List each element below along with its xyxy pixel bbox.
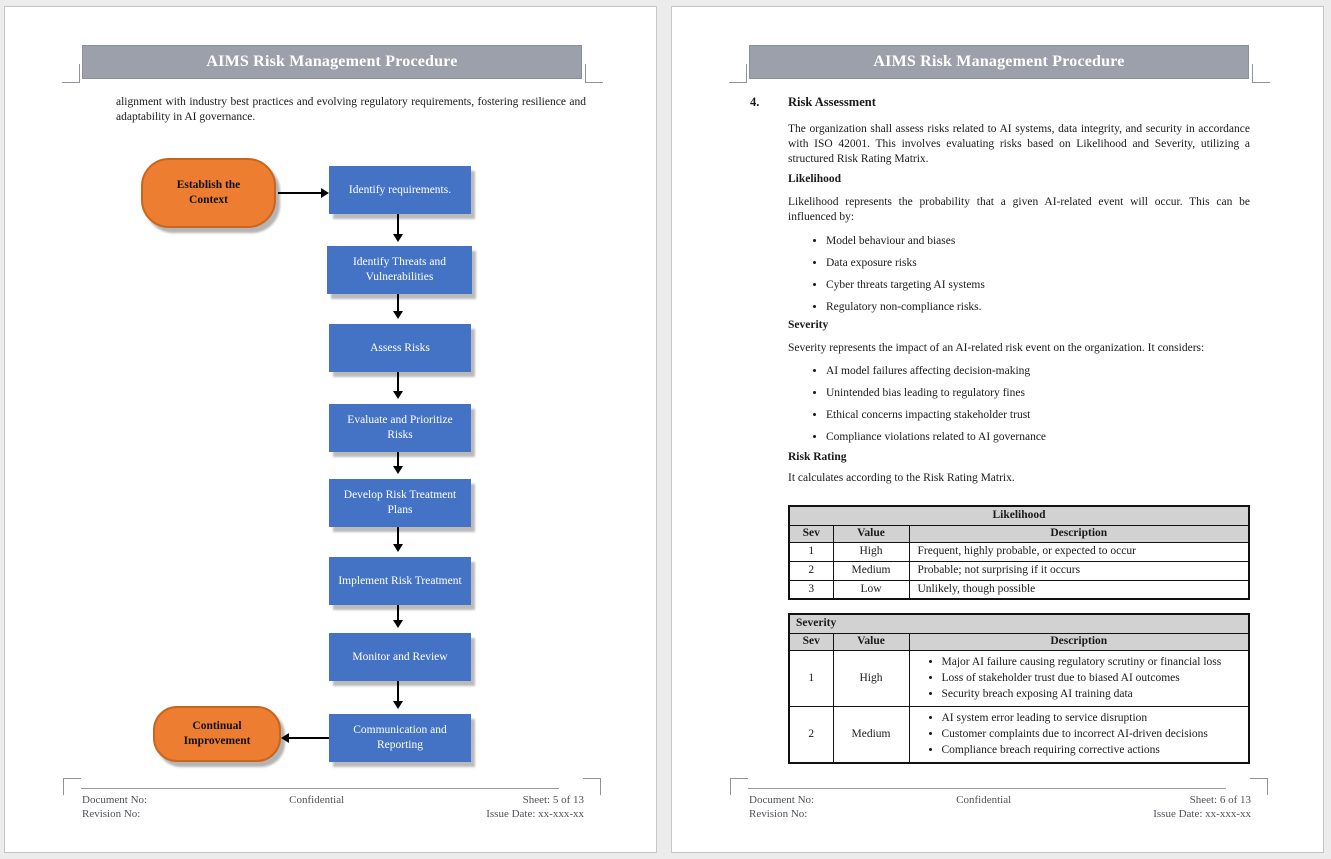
footer-revision-no: Revision No:	[82, 808, 141, 820]
table-row	[789, 542, 1249, 561]
arrow-down-line-4	[397, 452, 399, 466]
footer-confidential: Confidential	[289, 794, 345, 806]
flow-step-implement-treatment: Implement Risk Treatment	[329, 557, 471, 605]
likelihood-paragraph: Likelihood represents the probability that a given AI-related event will occur. This can be influenced by:	[788, 196, 1250, 223]
likelihood-bullet-list	[788, 234, 1250, 322]
severity-bullet-list	[788, 364, 1250, 452]
cell-bullet-list	[918, 711, 1245, 758]
footer-document-no: Document No:	[749, 794, 815, 806]
text-boundary-mark-top-right	[1252, 64, 1270, 83]
cell-bullet-list	[918, 655, 1245, 702]
bullet-item: • AI system error leading to service disruption	[942, 711, 1245, 726]
flow-step-communication-reporting: Communication and Reporting	[329, 714, 471, 762]
cell-sev: 2	[789, 706, 833, 763]
flow-start-node: Establish the Context	[141, 158, 276, 228]
flow-step-monitor-review: Monitor and Review	[329, 633, 471, 681]
flow-step-identify-requirements: Identify requirements.	[329, 166, 471, 214]
footer-right-block	[1153, 793, 1251, 821]
table-row	[789, 706, 1249, 763]
arrow-down-head-icon-5	[393, 544, 403, 552]
footer-left-block	[82, 793, 147, 821]
likelihood-heading: Likelihood	[788, 173, 842, 185]
text-boundary-mark-bottom-right	[583, 778, 601, 795]
text-boundary-mark-top-left	[729, 64, 747, 83]
bullet-item: • Regulatory non-compliance risks.	[826, 300, 1250, 315]
risk-rating-paragraph: It calculates according to the Risk Rating Matrix.	[788, 472, 1015, 484]
bullet-item: • Cyber threats targeting AI systems	[826, 278, 1250, 293]
intro-paragraph: alignment with industry best practices and evolving regulatory requirements, fostering resilience and adaptability in AI governance.	[116, 96, 586, 123]
page-header-title: AIMS Risk Management Procedure	[206, 53, 458, 70]
arrow-down-head-icon-4	[393, 466, 403, 474]
cell-description	[909, 706, 1249, 763]
arrow-down-line-5	[397, 527, 399, 544]
bullet-item: • Major AI failure causing regulatory scrutiny or financial loss	[942, 655, 1245, 670]
footer-issue-date: Issue Date: xx-xxx-xx	[486, 808, 584, 820]
footer-right-block	[486, 793, 584, 821]
section-number: 4.	[750, 95, 760, 109]
column-header-value: Value	[833, 633, 909, 650]
column-header-description: Description	[909, 633, 1249, 650]
page-footer	[82, 793, 584, 821]
flow-step-identify-threats: Identify Threats and Vulnerabilities	[327, 246, 472, 294]
bullet-item: • Unintended bias leading to regulatory fines	[826, 386, 1250, 401]
bullet-item: • Security breach exposing AI training data	[942, 687, 1245, 702]
text-boundary-mark-bottom-right	[1250, 778, 1268, 795]
severity-table	[788, 613, 1250, 764]
document-page-right[interactable]	[671, 6, 1324, 853]
footer-document-no: Document No:	[82, 794, 148, 806]
footer-center-block	[956, 793, 1011, 821]
arrow-left-line	[289, 737, 329, 739]
text-boundary-mark-bottom-left	[730, 778, 748, 795]
bullet-item: • Ethical concerns impacting stakeholder trust	[826, 408, 1250, 423]
likelihood-table-title: Likelihood	[789, 506, 1249, 525]
footer-issue-date: Issue Date: xx-xxx-xx	[1153, 808, 1251, 820]
arrow-down-line-6	[397, 605, 399, 620]
risk-rating-heading: Risk Rating	[788, 451, 847, 463]
cell-sev: 2	[789, 561, 833, 580]
footer-left-block	[749, 793, 814, 821]
cell-description	[909, 650, 1249, 706]
table-row	[789, 561, 1249, 580]
flowchart	[5, 7, 658, 787]
column-header-sev: Sev	[789, 525, 833, 542]
bullet-item: • Loss of stakeholder trust due to biased AI outcomes	[942, 671, 1245, 686]
footer-sheet: Sheet: 5 of 13	[522, 794, 584, 806]
page-footer	[749, 793, 1251, 821]
cell-description: Unlikely, though possible	[909, 580, 1249, 599]
arrow-down-line-1	[397, 214, 399, 234]
cell-sev: 3	[789, 580, 833, 599]
arrow-right-line	[278, 192, 321, 194]
section-title: Risk Assessment	[788, 95, 876, 109]
column-header-value: Value	[833, 525, 909, 542]
severity-table-title: Severity	[789, 614, 1249, 633]
risk-assessment-paragraph: The organization shall assess risks related to AI systems, data integrity, and security in accordance with ISO 42001. This involves evaluating risks based on Likelihood and Severity, utilizing a structured Risk Rating Matrix.	[788, 123, 1250, 165]
arrow-down-head-icon-1	[393, 234, 403, 242]
flow-step-assess-risks: Assess Risks	[329, 324, 471, 372]
severity-paragraph: Severity represents the impact of an AI-related risk event on the organization. It considers:	[788, 342, 1205, 354]
cell-value: Low	[833, 580, 909, 599]
arrow-down-head-icon-2	[393, 311, 403, 319]
cell-description: Probable; not surprising if it occurs	[909, 561, 1249, 580]
bullet-item: • AI model failures affecting decision-making	[826, 364, 1250, 379]
arrow-down-head-icon-7	[393, 701, 403, 709]
cell-sev: 1	[789, 650, 833, 706]
footer-sheet: Sheet: 6 of 13	[1189, 794, 1251, 806]
severity-heading: Severity	[788, 319, 829, 331]
text-boundary-mark-bottom-left	[63, 778, 81, 795]
arrow-down-head-icon-6	[393, 620, 403, 628]
table-row	[789, 650, 1249, 706]
bullet-item: • Compliance violations related to AI governance	[826, 430, 1250, 445]
footer-confidential: Confidential	[956, 794, 1012, 806]
arrow-left-head-icon	[281, 733, 289, 743]
cell-value: Medium	[833, 706, 909, 763]
document-page-left[interactable]	[4, 6, 657, 853]
column-header-description: Description	[909, 525, 1249, 542]
arrow-right-head-icon	[321, 188, 329, 198]
footer-divider	[81, 788, 559, 789]
footer-center-block	[289, 793, 344, 821]
footer-divider	[748, 788, 1226, 789]
bullet-item: • Model behaviour and biases	[826, 234, 1250, 249]
column-header-sev: Sev	[789, 633, 833, 650]
flow-step-develop-plans: Develop Risk Treatment Plans	[329, 479, 471, 527]
bullet-item: • Compliance breach requiring corrective actions	[942, 743, 1245, 758]
arrow-down-line-7	[397, 681, 399, 701]
cell-value: High	[833, 650, 909, 706]
table-row	[789, 580, 1249, 599]
arrow-down-line-2	[397, 294, 399, 311]
likelihood-table	[788, 505, 1250, 600]
cell-description: Frequent, highly probable, or expected to occur	[909, 542, 1249, 561]
footer-revision-no: Revision No:	[749, 808, 808, 820]
arrow-down-line-3	[397, 372, 399, 391]
cell-sev: 1	[789, 542, 833, 561]
bullet-item: • Customer complaints due to incorrect AI-driven decisions	[942, 727, 1245, 742]
page-header	[749, 45, 1249, 79]
page-header-title: AIMS Risk Management Procedure	[873, 53, 1125, 70]
flow-step-evaluate-prioritize: Evaluate and Prioritize Risks	[329, 404, 471, 452]
cell-value: High	[833, 542, 909, 561]
bullet-item: • Data exposure risks	[826, 256, 1250, 271]
arrow-down-head-icon-3	[393, 391, 403, 399]
flow-end-node: Continual Improvement	[153, 706, 281, 762]
cell-value: Medium	[833, 561, 909, 580]
